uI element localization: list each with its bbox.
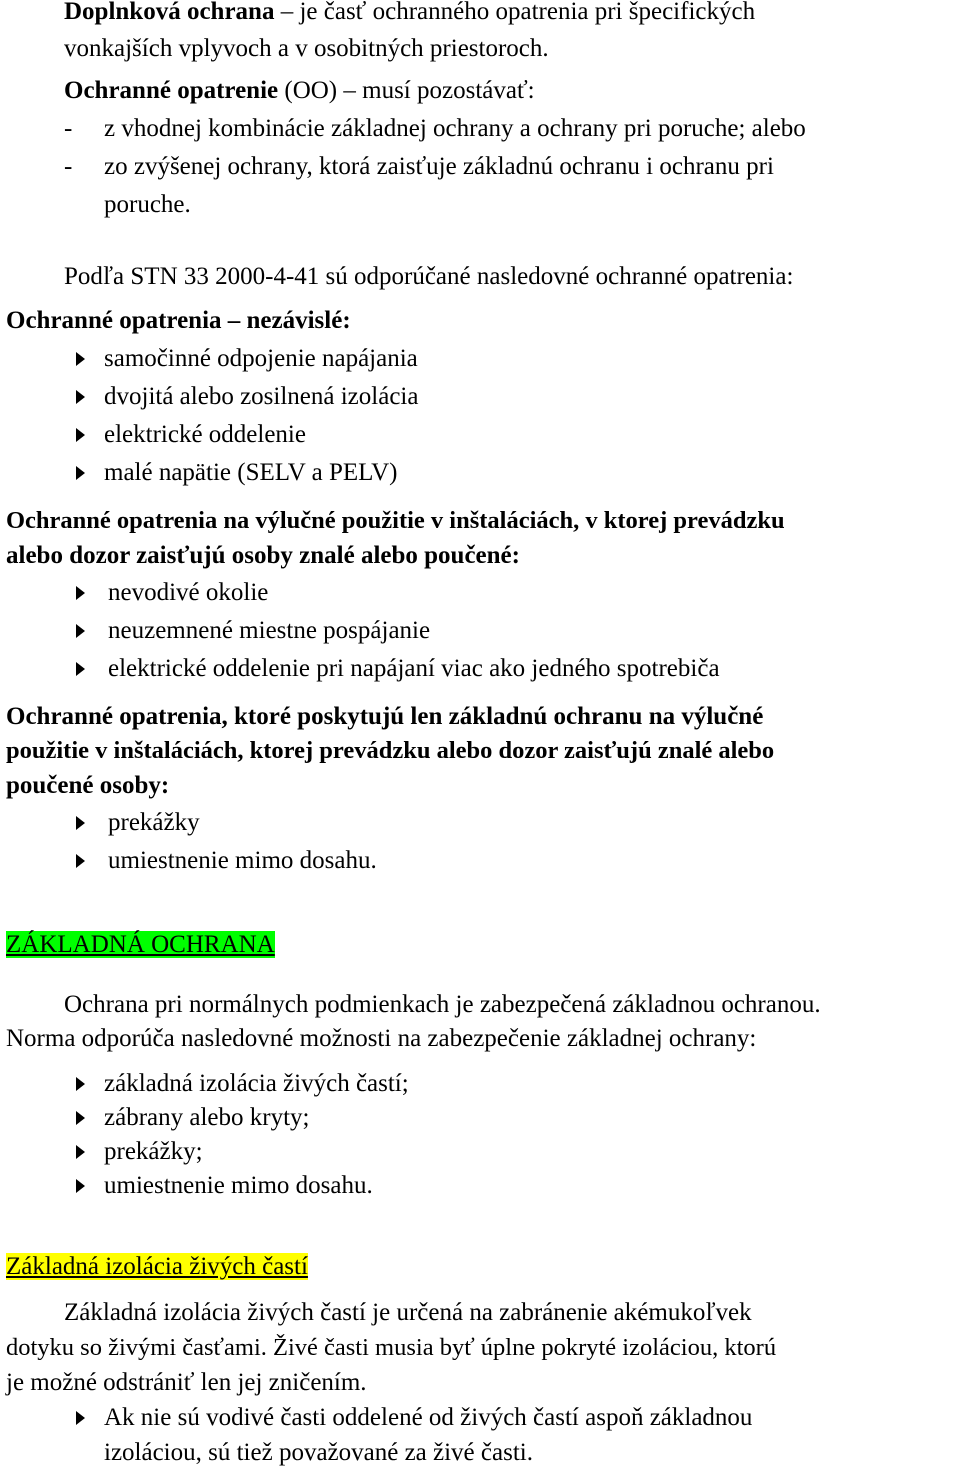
group3-heading-3: poučené osoby: <box>6 772 170 799</box>
intro-line-2: vonkajších vplyvoch a v osobitných priestoroch. <box>64 35 549 62</box>
intro-term: Doplnková ochrana <box>64 0 275 25</box>
triangle-right-icon <box>76 428 85 442</box>
section1-title-text: ZÁKLADNÁ OCHRANA <box>6 931 275 958</box>
triangle-right-icon <box>76 1111 85 1125</box>
section1-item-1: základná izolácia živých častí; <box>104 1070 409 1097</box>
section1-item-4: umiestnenie mimo dosahu. <box>104 1172 373 1199</box>
section2-bullet-line-2: izoláciou, sú tiež považované za živé časti. <box>104 1439 533 1466</box>
oo-item-2: zo zvýšenej ochrany, ktorá zaisťuje základnú ochranu i ochranu pri <box>104 153 774 180</box>
group2-heading-2: alebo dozor zaisťujú osoby znalé alebo poučené: <box>6 542 520 569</box>
section1-item-3: prekážky; <box>104 1138 203 1165</box>
oo-dash-1: - <box>64 115 73 142</box>
triangle-right-icon <box>76 854 85 868</box>
group3-item-1: prekážky <box>108 809 200 836</box>
section1-item-2: zábrany alebo kryty; <box>104 1104 310 1131</box>
oo-item-2-cont: poruche. <box>104 191 191 218</box>
section2-line-2: dotyku so živými časťami. Živé časti musia byť úplne pokryté izoláciou, ktorú <box>6 1334 777 1361</box>
oo-line <box>64 72 535 110</box>
triangle-right-icon <box>76 624 85 638</box>
group2-item-3: elektrické oddelenie pri napájaní viac ako jedného spotrebiča <box>108 655 720 682</box>
group2-item-2: neuzemnené miestne pospájanie <box>108 617 431 644</box>
triangle-right-icon <box>76 1411 85 1425</box>
group1-item-4: malé napätie (SELV a PELV) <box>104 459 398 486</box>
section1-title <box>6 926 275 964</box>
section2-bullet-line-1: Ak nie sú vodivé časti oddelené od živých častí aspoň základnou <box>104 1404 753 1431</box>
group1-item-1: samočinné odpojenie napájania <box>104 345 418 372</box>
triangle-right-icon <box>76 816 85 830</box>
oo-item-1: z vhodnej kombinácie základnej ochrany a ochrany pri poruche; alebo <box>104 115 806 142</box>
group3-item-2: umiestnenie mimo dosahu. <box>108 847 377 874</box>
section2-line-3: je možné odstrániť len jej zničením. <box>6 1369 367 1396</box>
oo-term: Ochranné opatrenie <box>64 77 279 104</box>
group1-heading: Ochranné opatrenia – nezávislé: <box>6 307 351 334</box>
intro-text: – je časť ochranného opatrenia pri špecifických <box>274 0 756 25</box>
triangle-right-icon <box>76 1179 85 1193</box>
oo-dash-2: - <box>64 153 73 180</box>
oo-text: (OO) – musí pozostávať: <box>278 77 535 104</box>
triangle-right-icon <box>76 390 85 404</box>
triangle-right-icon <box>76 662 85 676</box>
triangle-right-icon <box>76 466 85 480</box>
triangle-right-icon <box>76 1145 85 1159</box>
group1-item-3: elektrické oddelenie <box>104 421 306 448</box>
group2-heading-1: Ochranné opatrenia na výlučné použitie v inštaláciách, v ktorej prevádzku <box>6 507 785 534</box>
section1-paragraph-2: Norma odporúča nasledovné možnosti na zabezpečenie základnej ochrany: <box>6 1025 757 1052</box>
section2-title <box>6 1248 308 1286</box>
stn-line: Podľa STN 33 2000-4-41 sú odporúčané nasledovné ochranné opatrenia: <box>64 263 794 290</box>
triangle-right-icon <box>76 1077 85 1091</box>
group3-heading-2: použitie v inštaláciách, ktorej prevádzku alebo dozor zaisťujú znalé alebo <box>6 737 775 764</box>
intro-line-1 <box>64 0 755 31</box>
triangle-right-icon <box>76 586 85 600</box>
section1-paragraph-1: Ochrana pri normálnych podmienkach je zabezpečená základnou ochranou. <box>64 991 821 1018</box>
group3-heading-1: Ochranné opatrenia, ktoré poskytujú len základnú ochranu na výlučné <box>6 703 764 730</box>
section2-title-text: Základná izolácia živých častí <box>6 1253 308 1280</box>
group2-item-1: nevodivé okolie <box>108 579 269 606</box>
group1-item-2: dvojitá alebo zosilnená izolácia <box>104 383 419 410</box>
section2-line-1: Základná izolácia živých častí je určená na zabránenie akémukoľvek <box>64 1299 752 1326</box>
triangle-right-icon <box>76 352 85 366</box>
